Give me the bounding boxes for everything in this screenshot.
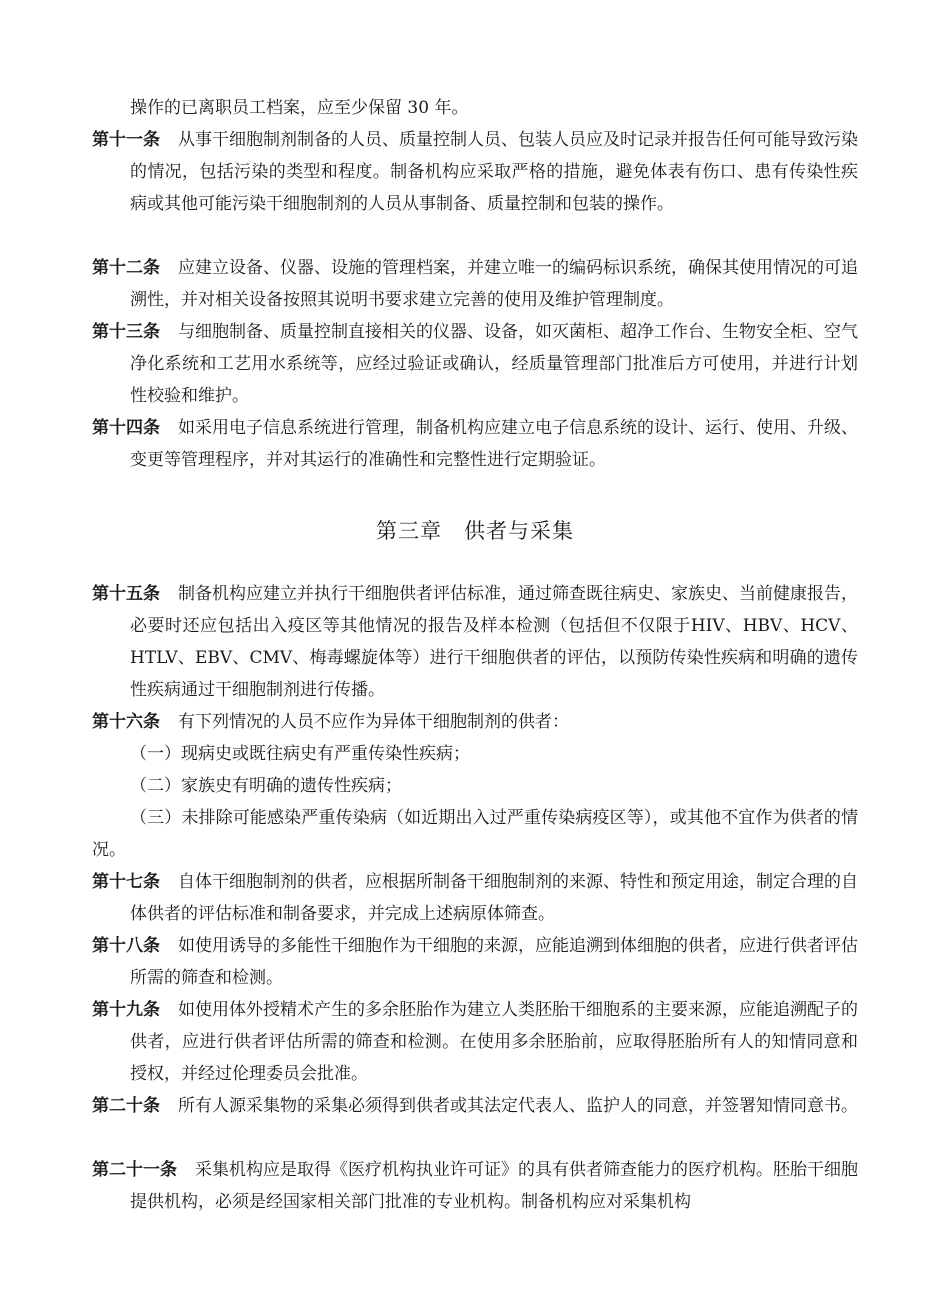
- article-number: 第十四条: [92, 418, 160, 438]
- article-14: [92, 412, 858, 476]
- article-body: 从事干细胞制剂制备的人员、质量控制人员、包装人员应及时记录并报告任何可能导致污染的情况，包括污染的类型和程度。制备机构应采取严格的措施，避免体表有伤口、患有传染性疾病或其他可能污染干细胞制剂的人员从事制备、质量控制和包装的操作。: [130, 130, 858, 214]
- article-body: 有下列情况的人员不应作为异体干细胞制剂的供者：: [178, 712, 569, 732]
- article-16: [92, 706, 858, 738]
- article-body: 自体干细胞制剂的供者，应根据所制备干细胞制剂的来源、特性和预定用途，制定合理的自体供者的评估标准和制备要求，并完成上述病原体筛查。: [130, 872, 858, 924]
- article-17: [92, 866, 858, 930]
- article-number: 第十六条: [92, 712, 160, 732]
- article-number: 第二十一条: [92, 1160, 177, 1180]
- article-number: 第十五条: [92, 584, 160, 604]
- article-body: 如使用体外授精术产生的多余胚胎作为建立人类胚胎干细胞系的主要来源，应能追溯配子的供者，应进行供者评估所需的筛查和检测。在使用多余胚胎前，应取得胚胎所有人的知情同意和授权，并经过伦理委员会批准。: [130, 1000, 858, 1084]
- chapter-number: 第三章: [376, 519, 442, 543]
- article-number: 第十八条: [92, 936, 160, 956]
- article-20: [92, 1090, 858, 1122]
- article-12: [92, 252, 858, 316]
- article-body: 应建立设备、仪器、设施的管理档案，并建立唯一的编码标识系统，确保其使用情况的可追溯性，并对相关设备按照其说明书要求建立完善的使用及维护管理制度。: [130, 258, 858, 310]
- continuation-text: 操作的已离职员工档案，应至少保留 30 年。: [130, 98, 469, 118]
- article-13: [92, 316, 858, 412]
- article-number: 第二十条: [92, 1096, 160, 1116]
- article-body: 所有人源采集物的采集必须得到供者或其法定代表人、监护人的同意，并签署知情同意书。: [178, 1096, 858, 1116]
- list-item: （一）现病史或既往病史有严重传染性疾病；: [130, 744, 470, 764]
- list-item: （二）家族史有明确的遗传性疾病；: [130, 776, 402, 796]
- article-number: 第十三条: [92, 322, 160, 342]
- article-11: [92, 124, 858, 220]
- article-body: 如使用诱导的多能性干细胞作为干细胞的来源，应能追溯到体细胞的供者，应进行供者评估所需的筛查和检测。: [130, 936, 858, 988]
- article-21: [92, 1154, 858, 1218]
- article-body: 制备机构应建立并执行干细胞供者评估标准，通过筛查既往病史、家族史、当前健康报告，必要时还应包括出入疫区等其他情况的报告及样本检测（包括但不仅限于HIV、HBV、HCV、HTLV、EBV、CMV、梅毒螺旋体等）进行干细胞供者的评估，以预防传染性疾病和明确的遗传性疾病通过干细胞制剂进行传播。: [130, 584, 858, 700]
- article-number: 第十七条: [92, 872, 160, 892]
- article-15: [92, 578, 858, 706]
- article-number: 第十二条: [92, 258, 160, 278]
- chapter-heading: [0, 513, 950, 549]
- chapter-title: 供者与采集: [464, 519, 574, 543]
- article-number: 第十一条: [92, 130, 160, 150]
- article-number: 第十九条: [92, 1000, 160, 1020]
- article-body: 采集机构应是取得《医疗机构执业许可证》的具有供者筛查能力的医疗机构。胚胎干细胞提供机构，必须是经国家相关部门批准的专业机构。制备机构应对采集机构: [130, 1160, 858, 1212]
- article-body: 与细胞制备、质量控制直接相关的仪器、设备，如灭菌柜、超净工作台、生物安全柜、空气净化系统和工艺用水系统等，应经过验证或确认，经质量管理部门批准后方可使用，并进行计划性校验和维护。: [130, 322, 858, 406]
- list-item: （三）未排除可能感染严重传染病（如近期出入过严重传染病疫区等），或其他不宜作为供者的情况。: [92, 808, 858, 860]
- article-body: 如采用电子信息系统进行管理，制备机构应建立电子信息系统的设计、运行、使用、升级、变更等管理程序，并对其运行的准确性和完整性进行定期验证。: [130, 418, 858, 470]
- article-18: [92, 930, 858, 994]
- article-19: [92, 994, 858, 1090]
